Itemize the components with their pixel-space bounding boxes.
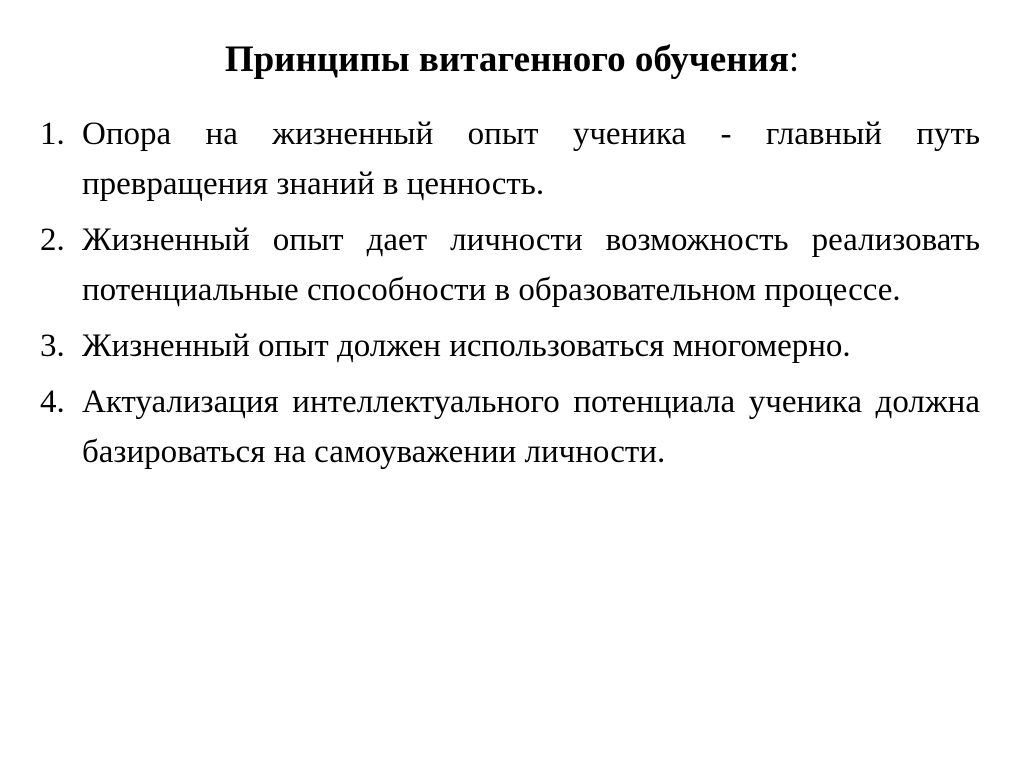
list-item-text: Опора на жизненный опыт ученика - главный путь превращения знаний в ценность. (82, 116, 980, 202)
list-item (40, 377, 980, 477)
list-item-text: Жизненный опыт дает личности возможность реализовать потенциальные способности в образовательном процессе. (82, 222, 980, 308)
list-item-text: Актуализация интеллектуального потенциала ученика должна базироваться на самоуважении личности. (82, 384, 980, 470)
principles-list (40, 109, 980, 483)
list-item-number: 4. (40, 384, 65, 420)
slide-title-colon: : (788, 39, 800, 80)
list-item (40, 215, 980, 315)
list-item (40, 109, 980, 209)
list-item-number: 3. (40, 328, 65, 364)
slide-title-text: Принципы витагенного обучения (224, 39, 789, 80)
list-item-text: Жизненный опыт должен использоваться многомерно. (82, 328, 851, 364)
slide-title (0, 36, 1024, 84)
list-item-number: 1. (40, 116, 65, 152)
list-item-number: 2. (40, 222, 65, 258)
list-item (40, 321, 980, 371)
